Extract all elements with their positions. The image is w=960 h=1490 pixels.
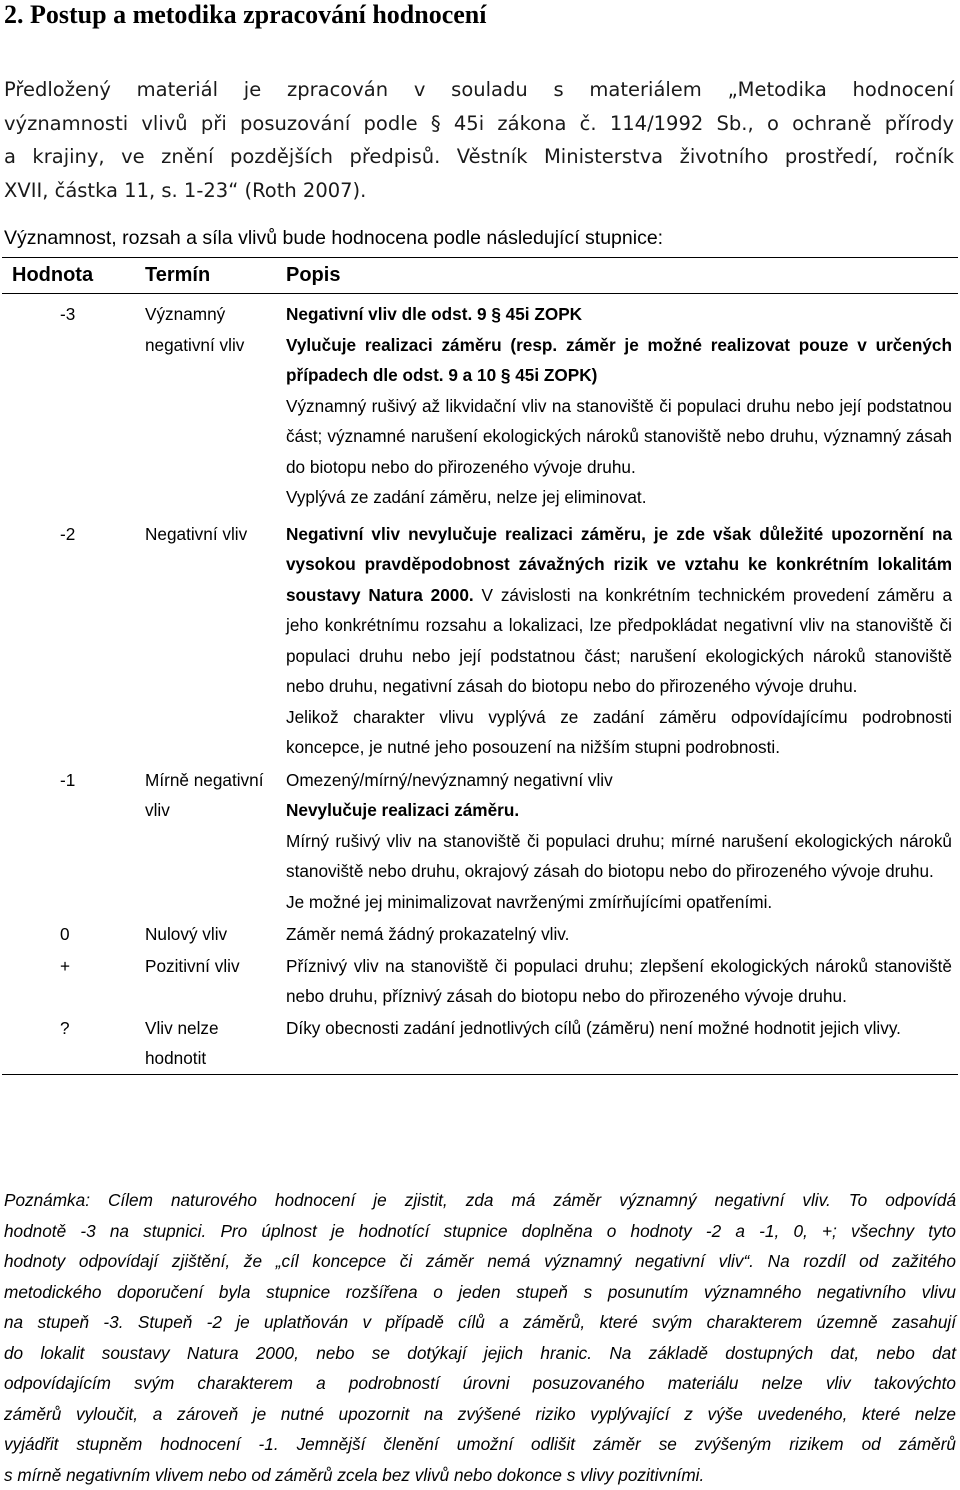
desc-text: V závislosti na konkrétním technickém provedení záměru a jeho konkrétnímu rozsahu a lokalizaci, lze předpokládat negativní vliv na stanoviště či populaci druhu nebo její podstatnou část; narušení ekologických nároků stanoviště nebo druhu, negativní zásah do biotopu nebo do přirozeného vývoje druhu. bbox=[286, 584, 952, 696]
intro-line bbox=[4, 73, 954, 107]
desc-paragraph bbox=[286, 519, 952, 702]
table-row bbox=[2, 917, 958, 950]
desc-text: Díky obecnosti zadání jednotlivých cílů (záměru) není možné hodnotit jejich vlivy. bbox=[286, 1017, 901, 1038]
intro-line-text: XVII, částka 11, s. 1-23“ (Roth 2007). bbox=[4, 178, 367, 202]
row-term bbox=[139, 917, 282, 950]
row-value: + bbox=[60, 955, 71, 976]
evaluation-scale-table bbox=[2, 257, 958, 1075]
desc-text: Mírný rušivý vliv na stanoviště či populaci druhu; mírné narušení ekologických nároků stanoviště nebo druhu, okrajový zásah do biotopu nebo do přirozeného vývoje druhu. bbox=[286, 830, 952, 881]
row-value: 0 bbox=[60, 924, 70, 944]
desc-text: Vyplývá ze zadání záměru, nelze jej eliminovat. bbox=[286, 487, 647, 507]
term-text: Pozitivní vliv bbox=[145, 955, 240, 976]
term-text: Vliv nelze hodnotit bbox=[145, 1017, 219, 1068]
note-line: hodnoty odpovídají zjištění, že „cíl koncepce či záměr nemá významný negativní vliv“. Na rozdíl od zažitého bbox=[4, 1251, 956, 1271]
row-term bbox=[139, 294, 282, 513]
intro-line bbox=[4, 107, 954, 141]
table-row bbox=[2, 763, 958, 918]
row-term bbox=[139, 763, 282, 918]
desc-bold: Negativní vliv dle odst. 9 § 45i ZOPK bbox=[286, 304, 583, 324]
row-term bbox=[139, 950, 282, 1012]
row-description bbox=[282, 1012, 958, 1075]
intro-paragraph bbox=[4, 73, 954, 207]
header-term: Termín bbox=[139, 258, 282, 294]
term-text: Mírně negativní vliv bbox=[145, 769, 264, 820]
intro-line bbox=[4, 174, 954, 208]
note-line: do lokalit soustavy Natura 2000, nebo se dotýkají jejich hranic. Na základě dostupných dat, nebo dat bbox=[4, 1342, 956, 1363]
note-line: na stupeň -3. Stupeň -2 je uplatňován v případě cílů a záměrů, které svým charakterem územně zasahují bbox=[4, 1312, 956, 1332]
desc-text: Je možné jej minimalizovat navrženými zmírňujícími opatřeními. bbox=[286, 891, 773, 912]
row-value: -1 bbox=[60, 769, 76, 790]
row-description bbox=[282, 513, 958, 763]
table-header-row bbox=[2, 258, 958, 294]
note-paragraph bbox=[4, 1185, 956, 1490]
row-description bbox=[282, 294, 958, 513]
row-value: -3 bbox=[60, 304, 76, 324]
header-description: Popis bbox=[282, 258, 958, 294]
term-text: Významný negativní vliv bbox=[145, 304, 245, 355]
row-value: ? bbox=[60, 1017, 70, 1038]
row-term bbox=[139, 513, 282, 763]
desc-text: Omezený/mírný/nevýznamný negativní vliv bbox=[286, 769, 613, 790]
desc-text: Významný rušivý až likvidační vliv na stanoviště či populaci druhu nebo její podstatnou část; významné narušení ekologických nároků stanoviště nebo druhu, významný zásah do biotopu nebo do přirozeného vývoje druhu. bbox=[286, 395, 952, 477]
note-line: hodnotě -3 na stupnici. Pro úplnost je hodnotící stupnice doplněna o hodnoty -2 a -1, 0, +; všechny tyto bbox=[4, 1220, 956, 1241]
intro-line bbox=[4, 140, 954, 174]
term-text: Negativní vliv bbox=[145, 523, 248, 544]
note-line: odpovídajícím svým charakterem a podrobností úrovni posuzovaného materiálu nelze vliv takovýchto bbox=[4, 1373, 956, 1393]
note-line: vyjádřit stupněm hodnocení -1. Jemnější členění umožní odlišit záměr se zvýšeným rizikem od záměrů bbox=[4, 1434, 956, 1454]
note-line: metodického doporučení byla stupnice rozšířena o jeden stupeň s posunutím významného negativního vlivu bbox=[4, 1281, 956, 1302]
intro-line-text: a krajiny, ve znění pozdějších předpisů. Věstník Ministerstva životního prostředí, ročník bbox=[4, 145, 954, 168]
table-row bbox=[2, 1012, 958, 1075]
row-description bbox=[282, 763, 958, 918]
section-heading: 2. Postup a metodika zpracování hodnocení bbox=[4, 0, 487, 29]
row-value: -2 bbox=[60, 523, 76, 544]
table-row bbox=[2, 294, 958, 513]
table-row bbox=[2, 950, 958, 1012]
intro-line-text: Předložený materiál je zpracován v souladu s materiálem „Metodika hodnocení bbox=[4, 78, 954, 101]
row-description bbox=[282, 950, 958, 1012]
header-value: Hodnota bbox=[2, 258, 139, 294]
note-line: záměrů vyloučit, a zároveň je nutné upozornit na zvýšené riziko vyplývající z výše uvedeného, které nelze bbox=[4, 1403, 956, 1424]
term-text: Nulový vliv bbox=[145, 924, 228, 944]
intro-line-text: významnosti vlivů při posuzování podle § 45i zákona č. 114/1992 Sb., o ochraně přírody bbox=[4, 111, 954, 135]
scale-lead-text: Významnost, rozsah a síla vlivů bude hodnocena podle následující stupnice: bbox=[4, 227, 664, 249]
desc-bold: Negativní vliv nevylučuje realizaci záměru, je zde však důležité upozornění na vysokou pravděpodobnost závažných rizik ve vztahu ke konkrétním lokalitám soustavy Natura 2000. bbox=[286, 523, 952, 605]
note-line: Poznámka: Cílem naturového hodnocení je zjistit, zda má záměr významný negativní vliv. To odpovídá bbox=[4, 1190, 956, 1210]
table-row bbox=[2, 513, 958, 763]
desc-text: Jelikož charakter vlivu vyplývá ze zadání záměru odpovídajícímu podrobnosti koncepce, je nutné jeho posouzení na nižším stupni podrobnosti. bbox=[286, 706, 952, 757]
desc-bold: Vylučuje realizaci záměru (resp. záměr je možné realizovat pouze v určených případech dle odst. 9 a 10 § 45i ZOPK) bbox=[286, 334, 952, 385]
row-description bbox=[282, 917, 958, 950]
desc-bold: Nevylučuje realizaci záměru. bbox=[286, 800, 520, 820]
desc-text: Příznivý vliv na stanoviště či populaci druhu; zlepšení ekologických nároků stanoviště nebo druhu, příznivý zásah do biotopu nebo do přirozeného vývoje druhu. bbox=[286, 955, 952, 1006]
desc-text: Záměr nemá žádný prokazatelný vliv. bbox=[286, 924, 570, 944]
note-line: s mírně negativním vlivem nebo od záměrů zcela bez vlivů nebo dokonce s vlivy pozitivními. bbox=[4, 1464, 705, 1485]
row-term bbox=[139, 1012, 282, 1075]
